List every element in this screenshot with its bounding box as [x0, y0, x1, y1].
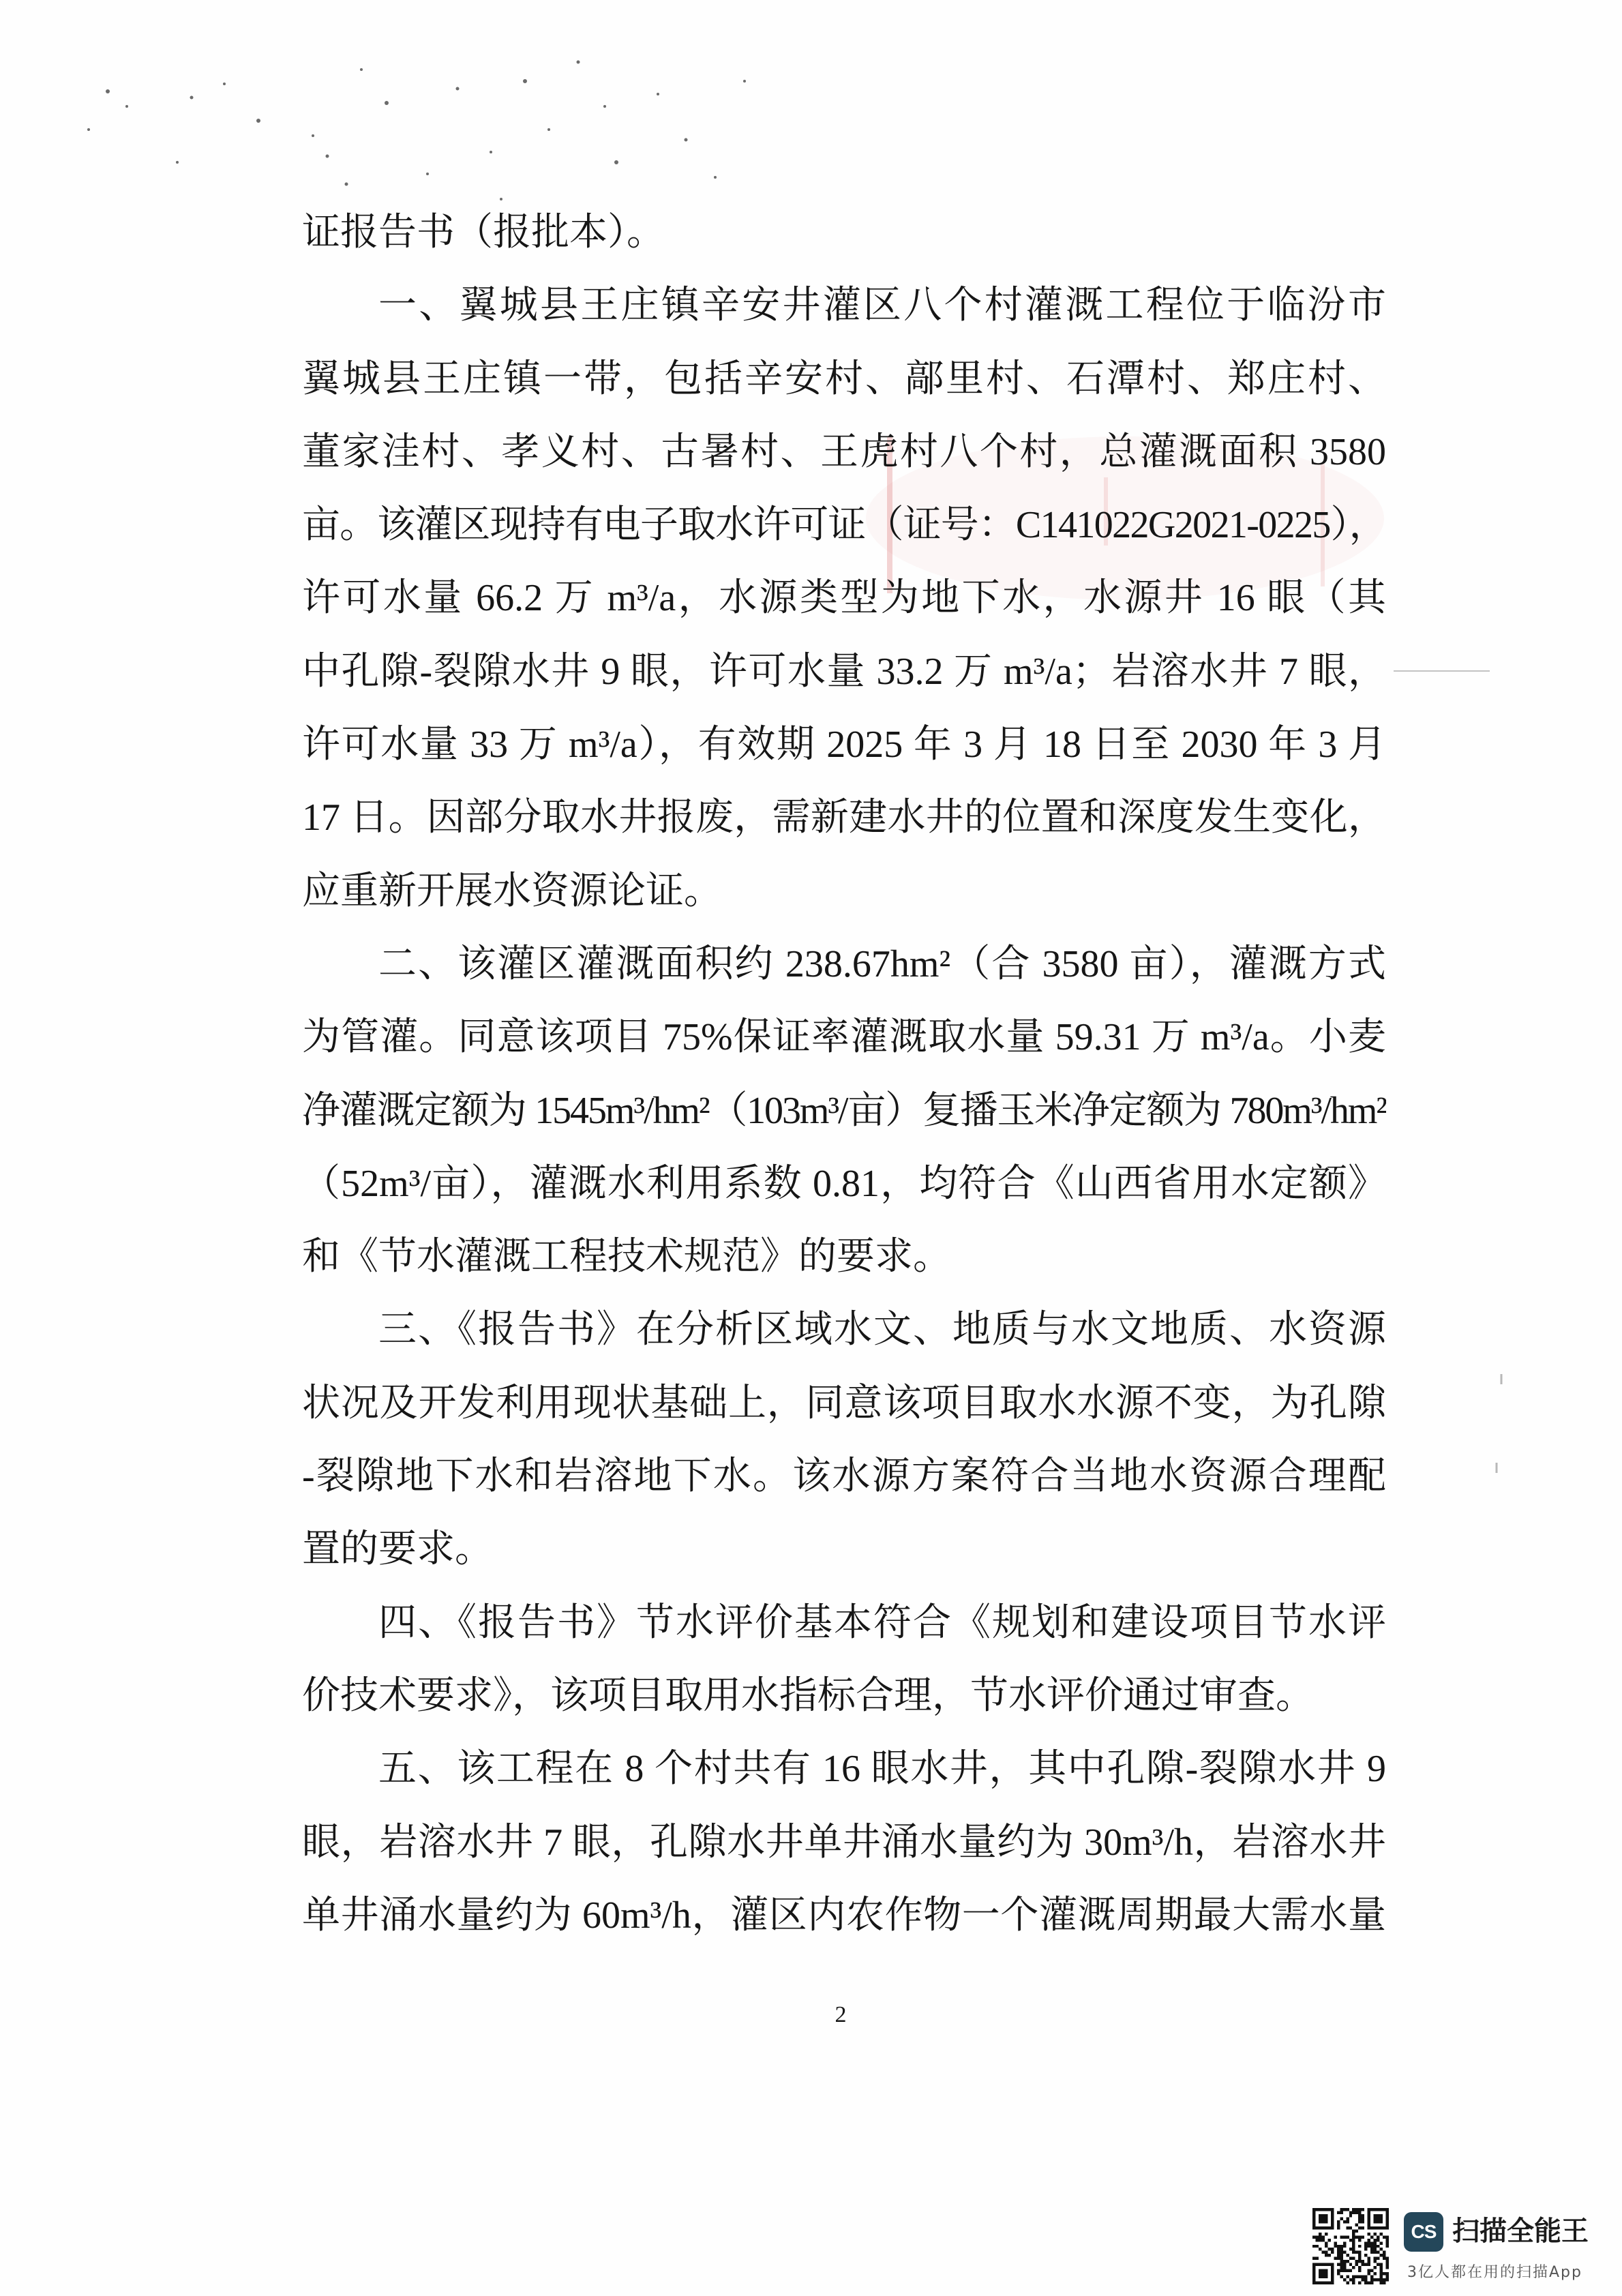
paragraph-continuation: [302, 196, 1386, 269]
text-line: 一、翼城县王庄镇辛安井灌区八个村灌溉工程位于临汾市: [378, 284, 1386, 327]
text-line: 许可水量 66.2 万 m³/a，水源类型为地下水，水源井 16 眼（其: [302, 577, 1386, 620]
paragraph-3: [302, 1294, 1386, 1586]
text-line: 眼，岩溶水井 7 眼，孔隙水井单井涌水量约为 30m³/h，岩溶水井: [302, 1821, 1386, 1864]
text-line: 证报告书（报批本）。: [302, 211, 665, 254]
app-name: 扫描全能王: [1452, 2216, 1589, 2247]
paragraph-2: [302, 928, 1386, 1294]
text-line: 和《节水灌溉工程技术规范》的要求。: [302, 1236, 951, 1279]
text-line: 四、《报告书》节水评价基本符合《规划和建设项目节水评: [378, 1601, 1386, 1644]
camscanner-logo-icon: CS: [1404, 2212, 1443, 2252]
text-line: 翼城县王庄镇一带，包括辛安村、鄗里村、石潭村、郑庄村、: [302, 357, 1386, 400]
text-line: 状况及开发利用现状基础上，同意该项目取水水源不变，为孔隙: [302, 1382, 1386, 1425]
scan-noise-specks: [87, 61, 746, 201]
text-line: 许可水量 33 万 m³/a），有效期 2025 年 3 月 18 日至 2030 年 3 月: [302, 724, 1386, 766]
text-line: 亩。该灌区现持有电子取水许可证（证号：C141022G2021-0225），: [302, 504, 1386, 547]
paragraph-5: [302, 1733, 1386, 1952]
paragraph-1: [302, 269, 1386, 928]
text-line: 董家洼村、孝义村、古暑村、王虎村八个村，总灌溉面积 3580: [302, 430, 1386, 473]
app-tagline: 3亿人都在用的扫描App: [1407, 2264, 1582, 2281]
scan-edge-marks: [1394, 671, 1501, 1473]
page-number: 2: [835, 2002, 847, 2027]
text-line: 三、《报告书》在分析区域水文、地质与水文地质、水资源: [378, 1309, 1386, 1352]
text-line: 二、该灌区灌溉面积约 238.67hm²（合 3580 亩），灌溉方式: [378, 942, 1386, 985]
qr-code-icon: [1312, 2208, 1389, 2284]
document-body: [302, 196, 1386, 1952]
paragraph-4: [302, 1587, 1386, 1733]
text-line: 价技术要求》，该项目取用水指标合理，节水评价通过审查。: [302, 1674, 1314, 1717]
text-line: （52m³/亩），灌溉水利用系数 0.81，均符合《山西省用水定额》: [302, 1162, 1386, 1205]
text-line: 五、该工程在 8 个村共有 16 眼水井，其中孔隙-裂隙水井 9: [378, 1748, 1386, 1791]
text-line: 置的要求。: [302, 1528, 493, 1571]
text-line: 净灌溉定额为 1545m³/hm²（103m³/亩）复播玉米净定额为 780m³/hm²: [302, 1089, 1386, 1132]
text-line: 17 日。因部分取水井报废，需新建水井的位置和深度发生变化，: [302, 796, 1386, 839]
text-line: -裂隙地下水和岩溶地下水。该水源方案符合当地水资源合理配: [302, 1455, 1386, 1498]
text-line: 为管灌。同意该项目 75%保证率灌溉取水量 59.31 万 m³/a。小麦: [302, 1016, 1386, 1059]
text-line: 应重新开展水资源论证。: [302, 869, 722, 912]
text-line: 中孔隙-裂隙水井 9 眼，许可水量 33.2 万 m³/a；岩溶水井 7 眼，: [302, 650, 1386, 693]
text-line: 单井涌水量约为 60m³/h，灌区内农作物一个灌溉周期最大需水量: [302, 1894, 1386, 1937]
